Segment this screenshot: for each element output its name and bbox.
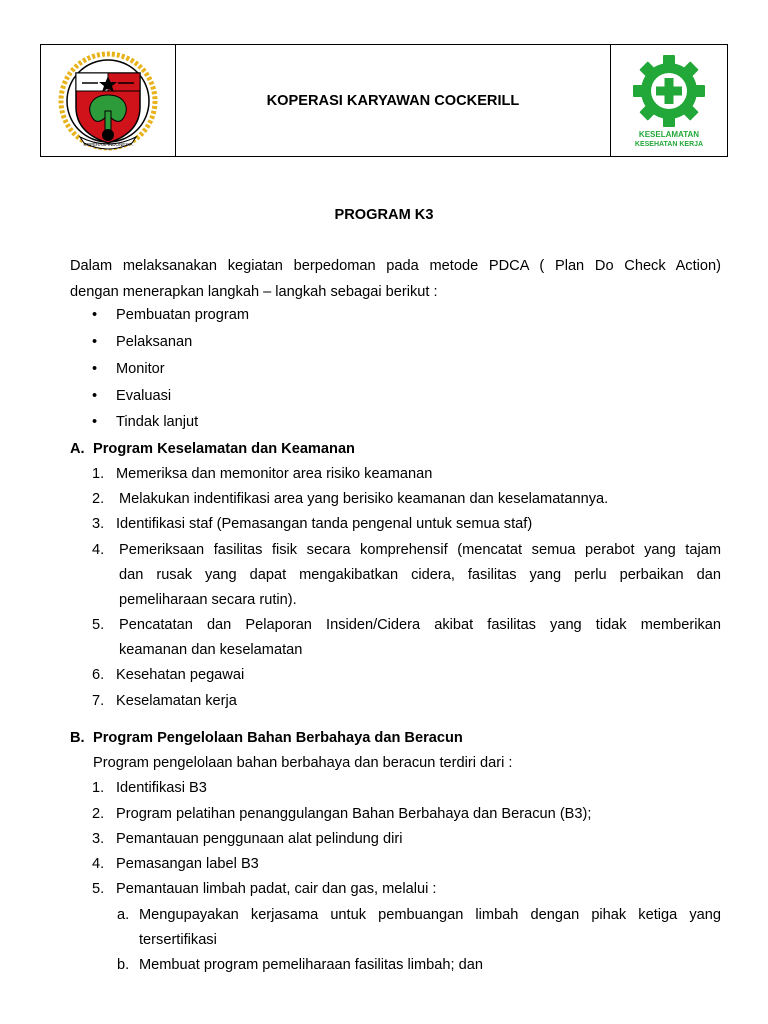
- bullet-glyph: •: [92, 334, 98, 350]
- item-line: Mengupayakan kerjasama untuk pembuangan limbah dengan pihak ketiga yang: [139, 907, 721, 923]
- item-number: 1.: [92, 780, 105, 796]
- intro-line-1: Dalam melaksanakan kegiatan berpedoman pada metode PDCA ( Plan Do Check Action): [70, 258, 721, 274]
- organization-name: KOPERASI KARYAWAN COCKERILL: [266, 92, 520, 109]
- svg-text:KESEHATAN KERJA: KESEHATAN KERJA: [634, 140, 704, 148]
- item-number: 4.: [92, 856, 105, 872]
- item-line: dan rusak yang dapat mengakibatkan cidera, fasilitas yang perlu perbaikan dan: [119, 567, 721, 583]
- header-table: [40, 44, 728, 157]
- list-item: Pelaksanan: [116, 334, 193, 350]
- sub-list-item: [139, 903, 721, 953]
- list-item: Memeriksa dan memonitor area risiko keamanan: [116, 466, 433, 482]
- item-number: 3.: [92, 831, 105, 847]
- section-a-heading: Program Keselamatan dan Keamanan: [93, 441, 355, 457]
- list-item: Monitor: [116, 361, 165, 377]
- item-number: 3.: [92, 516, 105, 532]
- list-item: Tindak lanjut: [116, 414, 199, 430]
- intro-paragraph: [70, 253, 721, 305]
- list-item: Keselamatan kerja: [116, 693, 237, 709]
- list-item: [119, 613, 721, 663]
- section-b-letter: B.: [70, 730, 85, 746]
- item-line: tersertifikasi: [139, 932, 217, 948]
- item-number: 4.: [92, 542, 105, 558]
- bullet-glyph: •: [92, 388, 98, 404]
- k3-gear-cross-icon: [619, 53, 719, 149]
- list-item: Pembuatan program: [116, 307, 250, 323]
- item-number: 1.: [92, 466, 105, 482]
- sub-list-item: Membuat program pemeliharaan fasilitas limbah; dan: [139, 957, 483, 973]
- list-item: Pemasangan label B3: [116, 856, 259, 872]
- list-item: Melakukan indentifikasi area yang berisiko keamanan dan keselamatannya.: [119, 491, 609, 507]
- list-item: Identifikasi B3: [116, 780, 207, 796]
- item-line: Pencatatan dan Pelaporan Insiden/Cidera akibat fasilitas yang tidak memberikan: [119, 617, 721, 633]
- item-number: 6.: [92, 667, 105, 683]
- item-number: 2.: [92, 491, 105, 507]
- document-title: PROGRAM K3: [334, 207, 434, 223]
- header-left-cell: [41, 45, 176, 156]
- section-b-intro: Program pengelolaan bahan berbahaya dan beracun terdiri dari :: [93, 755, 513, 771]
- section-a-letter: A.: [70, 441, 85, 457]
- list-item: Pemantauan penggunaan alat pelindung diri: [116, 831, 403, 847]
- list-item: Pemantauan limbah padat, cair dan gas, melalui :: [116, 881, 437, 897]
- bullet-glyph: •: [92, 414, 98, 430]
- svg-text:KOPERASI INDONESIA: KOPERASI INDONESIA: [83, 141, 133, 147]
- bullet-glyph: •: [92, 361, 98, 377]
- item-line: pemeliharaan secara rutin).: [119, 592, 297, 608]
- koperasi-logo-icon: [52, 51, 164, 151]
- header-right-cell: [610, 45, 727, 156]
- bullet-glyph: •: [92, 307, 98, 323]
- item-line: Pemeriksaan fasilitas fisik secara komprehensif (mencatat semua perabot yang tajam: [119, 542, 721, 558]
- item-number: 2.: [92, 806, 105, 822]
- list-item: Program pelatihan penanggulangan Bahan Berbahaya dan Beracun (B3);: [116, 806, 592, 822]
- sub-item-letter: a.: [117, 907, 130, 923]
- list-item: Identifikasi staf (Pemasangan tanda pengenal untuk semua staf): [116, 516, 533, 532]
- item-number: 5.: [92, 881, 105, 897]
- list-item: Kesehatan pegawai: [116, 667, 245, 683]
- sub-item-letter: b.: [117, 957, 130, 973]
- section-b-heading: Program Pengelolaan Bahan Berbahaya dan Beracun: [93, 730, 463, 746]
- item-line: keamanan dan keselamatan: [119, 642, 303, 658]
- svg-text:KESELAMATAN: KESELAMATAN: [638, 129, 700, 139]
- list-item: Evaluasi: [116, 388, 172, 404]
- intro-line-2: dengan menerapkan langkah – langkah sebagai berikut :: [70, 284, 438, 300]
- item-number: 5.: [92, 617, 105, 633]
- item-number: 7.: [92, 693, 105, 709]
- list-item: [119, 538, 721, 613]
